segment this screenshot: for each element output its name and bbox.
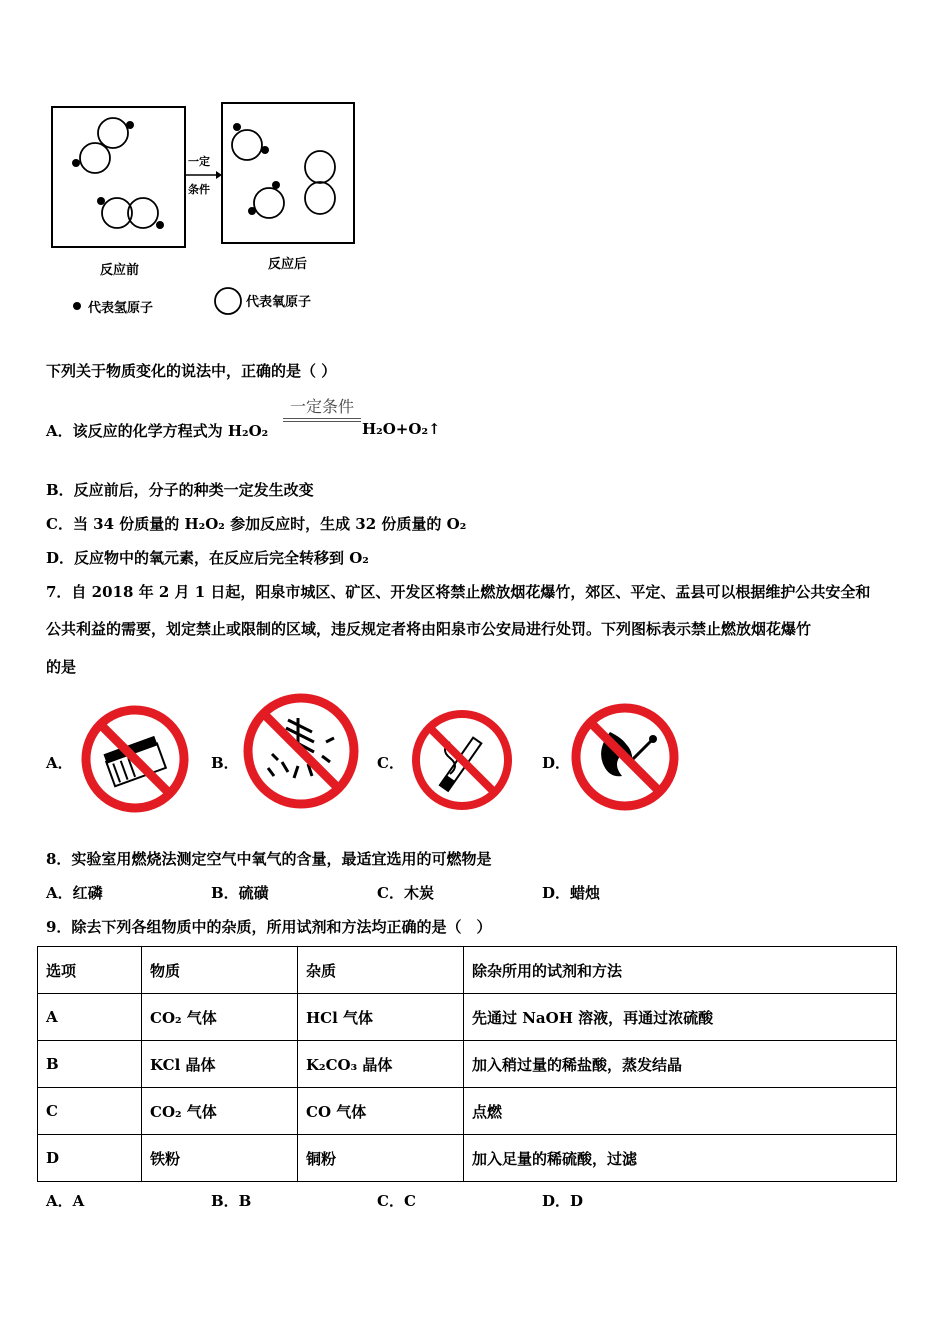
- no-matches-sign-icon: [80, 704, 190, 814]
- q6-a-prefix: A．该反应的化学方程式为: [46, 422, 228, 440]
- legend-h-label: 代表氢原子: [88, 301, 154, 316]
- h2o2-molecule: [97, 197, 164, 229]
- arrow-condition-bottom: 条件: [188, 183, 210, 196]
- header-cell: 除杂所用的试剂和方法: [464, 947, 897, 994]
- table-cell: 先通过 NaOH 溶液，再通过浓硫酸: [464, 994, 897, 1041]
- no-fireworks-sign-icon: [242, 692, 360, 810]
- q6-a-products: H₂O+O₂↑: [362, 420, 441, 438]
- q8-option-c: C．木炭: [377, 884, 434, 902]
- arrow-condition-top: 一定: [188, 155, 210, 168]
- table-cell: C: [38, 1088, 142, 1135]
- table-header-row: [38, 947, 897, 994]
- no-smoking-sign-icon: [410, 708, 514, 812]
- table-cell: CO₂ 气体: [142, 994, 298, 1041]
- q7-stem-line2: 公共利益的需要，划定禁止或限制的区域，违反规定者将由阳泉市公安局进行处罚。下列图标表示禁止燃放烟花爆竹: [46, 620, 812, 638]
- q6-option-c: C．当 34 份质量的 H₂O₂ 参加反应时，生成 32 份质量的 O₂: [46, 515, 467, 533]
- table-cell: B: [38, 1041, 142, 1088]
- table-cell: 铁粉: [142, 1135, 298, 1182]
- q6-a-condition: 一定条件: [289, 397, 354, 416]
- table-cell: 加入足量的稀硫酸，过滤: [464, 1135, 897, 1182]
- h2o-molecule: [248, 181, 284, 218]
- table-cell: 铜粉: [298, 1135, 464, 1182]
- q9-option-d: D．D: [542, 1192, 584, 1210]
- table-cell: KCl 晶体: [142, 1041, 298, 1088]
- q7-stem-line1: 7．自 2018 年 2 月 1 日起，阳泉市城区、矿区、开发区将禁止燃放烟花爆竹，郊区、平定、盂县可以根据维护公共安全和: [46, 583, 871, 601]
- q9-table: [37, 946, 897, 1182]
- header-cell: 物质: [142, 947, 298, 994]
- q9-option-c: C．C: [377, 1192, 416, 1210]
- q7-option-c-label: C．: [377, 754, 404, 772]
- table-cell: K₂CO₃ 晶体: [298, 1041, 464, 1088]
- table-cell: 加入稍过量的稀盐酸，蒸发结晶: [464, 1041, 897, 1088]
- before-box: [52, 107, 185, 247]
- q6-option-b: B．反应前后，分子的种类一定发生改变: [46, 481, 314, 499]
- q8-option-d: D．蜡烛: [542, 884, 601, 902]
- table-cell: A: [38, 994, 142, 1041]
- header-cell: 选项: [38, 947, 142, 994]
- q9-option-b: B．B: [211, 1192, 252, 1210]
- q8-option-b: B．硫磺: [211, 884, 269, 902]
- reaction-diagram-drawing: [40, 95, 370, 325]
- header-cell: 杂质: [298, 947, 464, 994]
- table-row: [38, 1088, 897, 1135]
- h2o-molecule: [232, 123, 269, 160]
- q7-stem-line3: 的是: [46, 658, 77, 676]
- q9-stem: 9．除去下列各组物质中的杂质，所用试剂和方法均正确的是（ ）: [46, 918, 492, 936]
- q6-a-reactant: H₂O₂: [227, 422, 269, 440]
- h2o2-molecule: [72, 118, 134, 173]
- no-fire-sign-icon: [570, 702, 680, 812]
- q8-stem: 8．实验室用燃烧法测定空气中氧气的含量，最适宜选用的可燃物是: [46, 850, 492, 868]
- legend-o-circle: [215, 288, 241, 314]
- q6-a-condition-arrow: [283, 394, 361, 422]
- table-cell: D: [38, 1135, 142, 1182]
- table-row: [38, 994, 897, 1041]
- legend-o-label: 代表氧原子: [246, 295, 312, 310]
- table-row: [38, 1041, 897, 1088]
- q7-option-b-label: B．: [211, 754, 239, 772]
- table-cell: CO₂ 气体: [142, 1088, 298, 1135]
- q7-option-d-label: D．: [542, 754, 571, 772]
- reaction-diagram: [40, 95, 370, 325]
- q6-option-d: D．反应物中的氧元素，在反应后完全转移到 O₂: [46, 549, 369, 567]
- table-cell: HCl 气体: [298, 994, 464, 1041]
- q9-option-a: A．A: [46, 1192, 85, 1210]
- table-cell: 点燃: [464, 1088, 897, 1135]
- q8-option-a: A．红磷: [46, 884, 103, 902]
- legend-h-dot: [73, 302, 81, 310]
- q6-option-a: [46, 420, 268, 441]
- table-row: [38, 1135, 897, 1182]
- o2-molecule: [305, 151, 335, 214]
- after-label: 反应后: [268, 257, 308, 272]
- q6-stem: 下列关于物质变化的说法中，正确的是（ ）: [46, 362, 337, 380]
- before-label: 反应前: [100, 263, 140, 278]
- q7-option-a-label: A．: [46, 754, 73, 772]
- table-cell: CO 气体: [298, 1088, 464, 1135]
